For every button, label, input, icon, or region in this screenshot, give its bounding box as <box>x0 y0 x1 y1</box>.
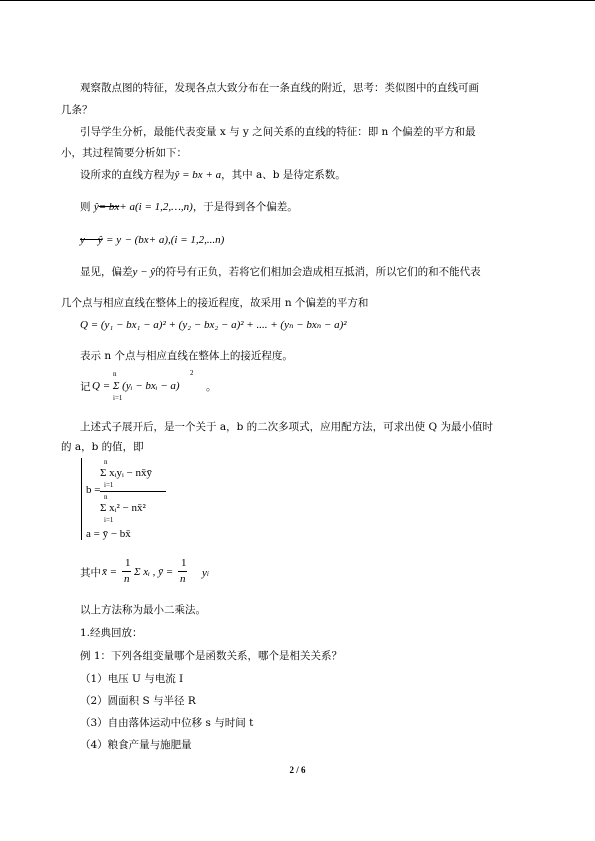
paragraph-10 <box>80 380 91 394</box>
paragraph-1: 观察散点图的特征，发现各点大致分布在一条直线的附近，思考：类似图中的直线可画 <box>80 82 479 94</box>
paragraph-3 <box>80 168 346 182</box>
line-equation: ŷ = bx + a <box>174 169 222 181</box>
p10-post: 。 <box>206 381 217 393</box>
mean-fraction-line <box>122 571 131 572</box>
paragraph-11-cont: 的 a，b 的值，即 <box>61 441 144 453</box>
p12-pre: 其中 <box>80 567 101 579</box>
paragraph-13: 以上方法称为最小二乘法。 <box>80 604 206 616</box>
sum-of-squares-equation: Q = (y₁ − bx₁ − a)² + (y₂ − bx₂ − a)² + .... + (yₙ − bxₙ − a)² <box>80 319 347 331</box>
example-1: 例 1：下列各组变量哪个是函数关系，哪个是相关关系？ <box>80 650 343 662</box>
paragraph-2-cont: 小，其过程简要分析如下： <box>61 147 187 159</box>
p3-post: ，其中 a、b 是待定系数。 <box>221 169 346 181</box>
paragraph-11: 上述式子展开后，是一个关于 a，b 的二次多项式，应用配方法，可求出使 Q 为最小值时 <box>80 421 493 433</box>
paragraph-7: 几个点与相应直线在整体上的接近程度，故采用 n 个偏差的平方和 <box>61 297 369 309</box>
b-den-sum-top: n <box>104 493 108 501</box>
p10-pre: 记 <box>80 381 91 393</box>
mean-fraction-den: n <box>124 573 130 585</box>
b-num-sum-top: n <box>104 458 108 466</box>
index-range: + a(i = 1,2,…,n) <box>119 201 193 213</box>
section-heading: 1.经典回放： <box>80 627 143 639</box>
mean-x-label: x̄ = <box>102 566 118 578</box>
list-item: （1）电压 U 与电流 I <box>80 673 184 685</box>
paragraph-9: 表示 n 个点与相应直线在整体上的接近程度。 <box>80 350 293 362</box>
page-top-border <box>0 0 595 1</box>
b-fraction-line <box>100 491 166 492</box>
list-item: （2）圆面积 S 与半径 R <box>80 695 196 707</box>
b-numerator: Σ xᵢyᵢ − nx̄ȳ <box>100 467 152 479</box>
mean-y-term: yi <box>202 567 209 579</box>
paragraph-5 <box>80 233 224 247</box>
mean-y-line <box>178 571 187 572</box>
paragraph-12 <box>80 566 101 580</box>
list-item: （3）自由落体运动中位移 s 与时间 t <box>80 717 254 729</box>
page-number: 2 / 6 <box>289 765 306 775</box>
paragraph-6 <box>80 265 481 279</box>
deviation-bx: − (bx <box>124 234 149 246</box>
paragraph-4 <box>80 200 298 214</box>
q-sum-bottom: i=1 <box>113 394 123 402</box>
deviation-inline: y − ŷ <box>132 266 156 278</box>
mean-sum: Σ xᵢ , ȳ = <box>134 566 174 578</box>
b-denominator: Σ xᵢ² − nx̄² <box>100 502 146 514</box>
q-sum-top: n <box>113 370 117 378</box>
q-definition: Q = Σ (yᵢ − bxᵢ − a) <box>92 380 180 392</box>
mean-fraction-num: 1 <box>125 557 131 569</box>
mean-y-num: 1 <box>181 557 187 569</box>
p4-pre: 则 <box>80 201 91 213</box>
b-den-sum-bottom: i=1 <box>104 516 114 524</box>
b-label: b = <box>86 484 101 496</box>
list-item: （4）粮食产量与施肥量 <box>80 739 192 751</box>
p3-pre: 设所求的直线方程为 <box>80 169 175 181</box>
p6-post: 的符号有正负，若将它们相加会造成相互抵消，所以它们的和不能代表 <box>155 266 481 278</box>
bx-term: = bx <box>98 201 120 213</box>
q-square: 2 <box>190 369 194 377</box>
paragraph-1-cont: 几条？ <box>61 104 93 116</box>
paragraph-2: 引导学生分析，最能代表变量 x 与 y 之间关系的直线的特征：即 n 个偏差的平方和最 <box>80 126 476 138</box>
predicted-y: ŷ <box>93 201 99 213</box>
a-formula: a = ȳ − bx̄ <box>86 528 131 540</box>
p4-post: ，于是得到各个偏差。 <box>192 201 298 213</box>
deviation-range: + a),(i = 1,2,...n) <box>148 234 225 246</box>
b-num-sum-bottom: i=1 <box>104 481 114 489</box>
deviation-lhs: y − ŷ <box>80 234 103 246</box>
deviation-eq: = y <box>106 234 122 246</box>
mean-y-den: n <box>180 573 186 585</box>
p6-pre: 显见，偏差 <box>80 266 133 278</box>
